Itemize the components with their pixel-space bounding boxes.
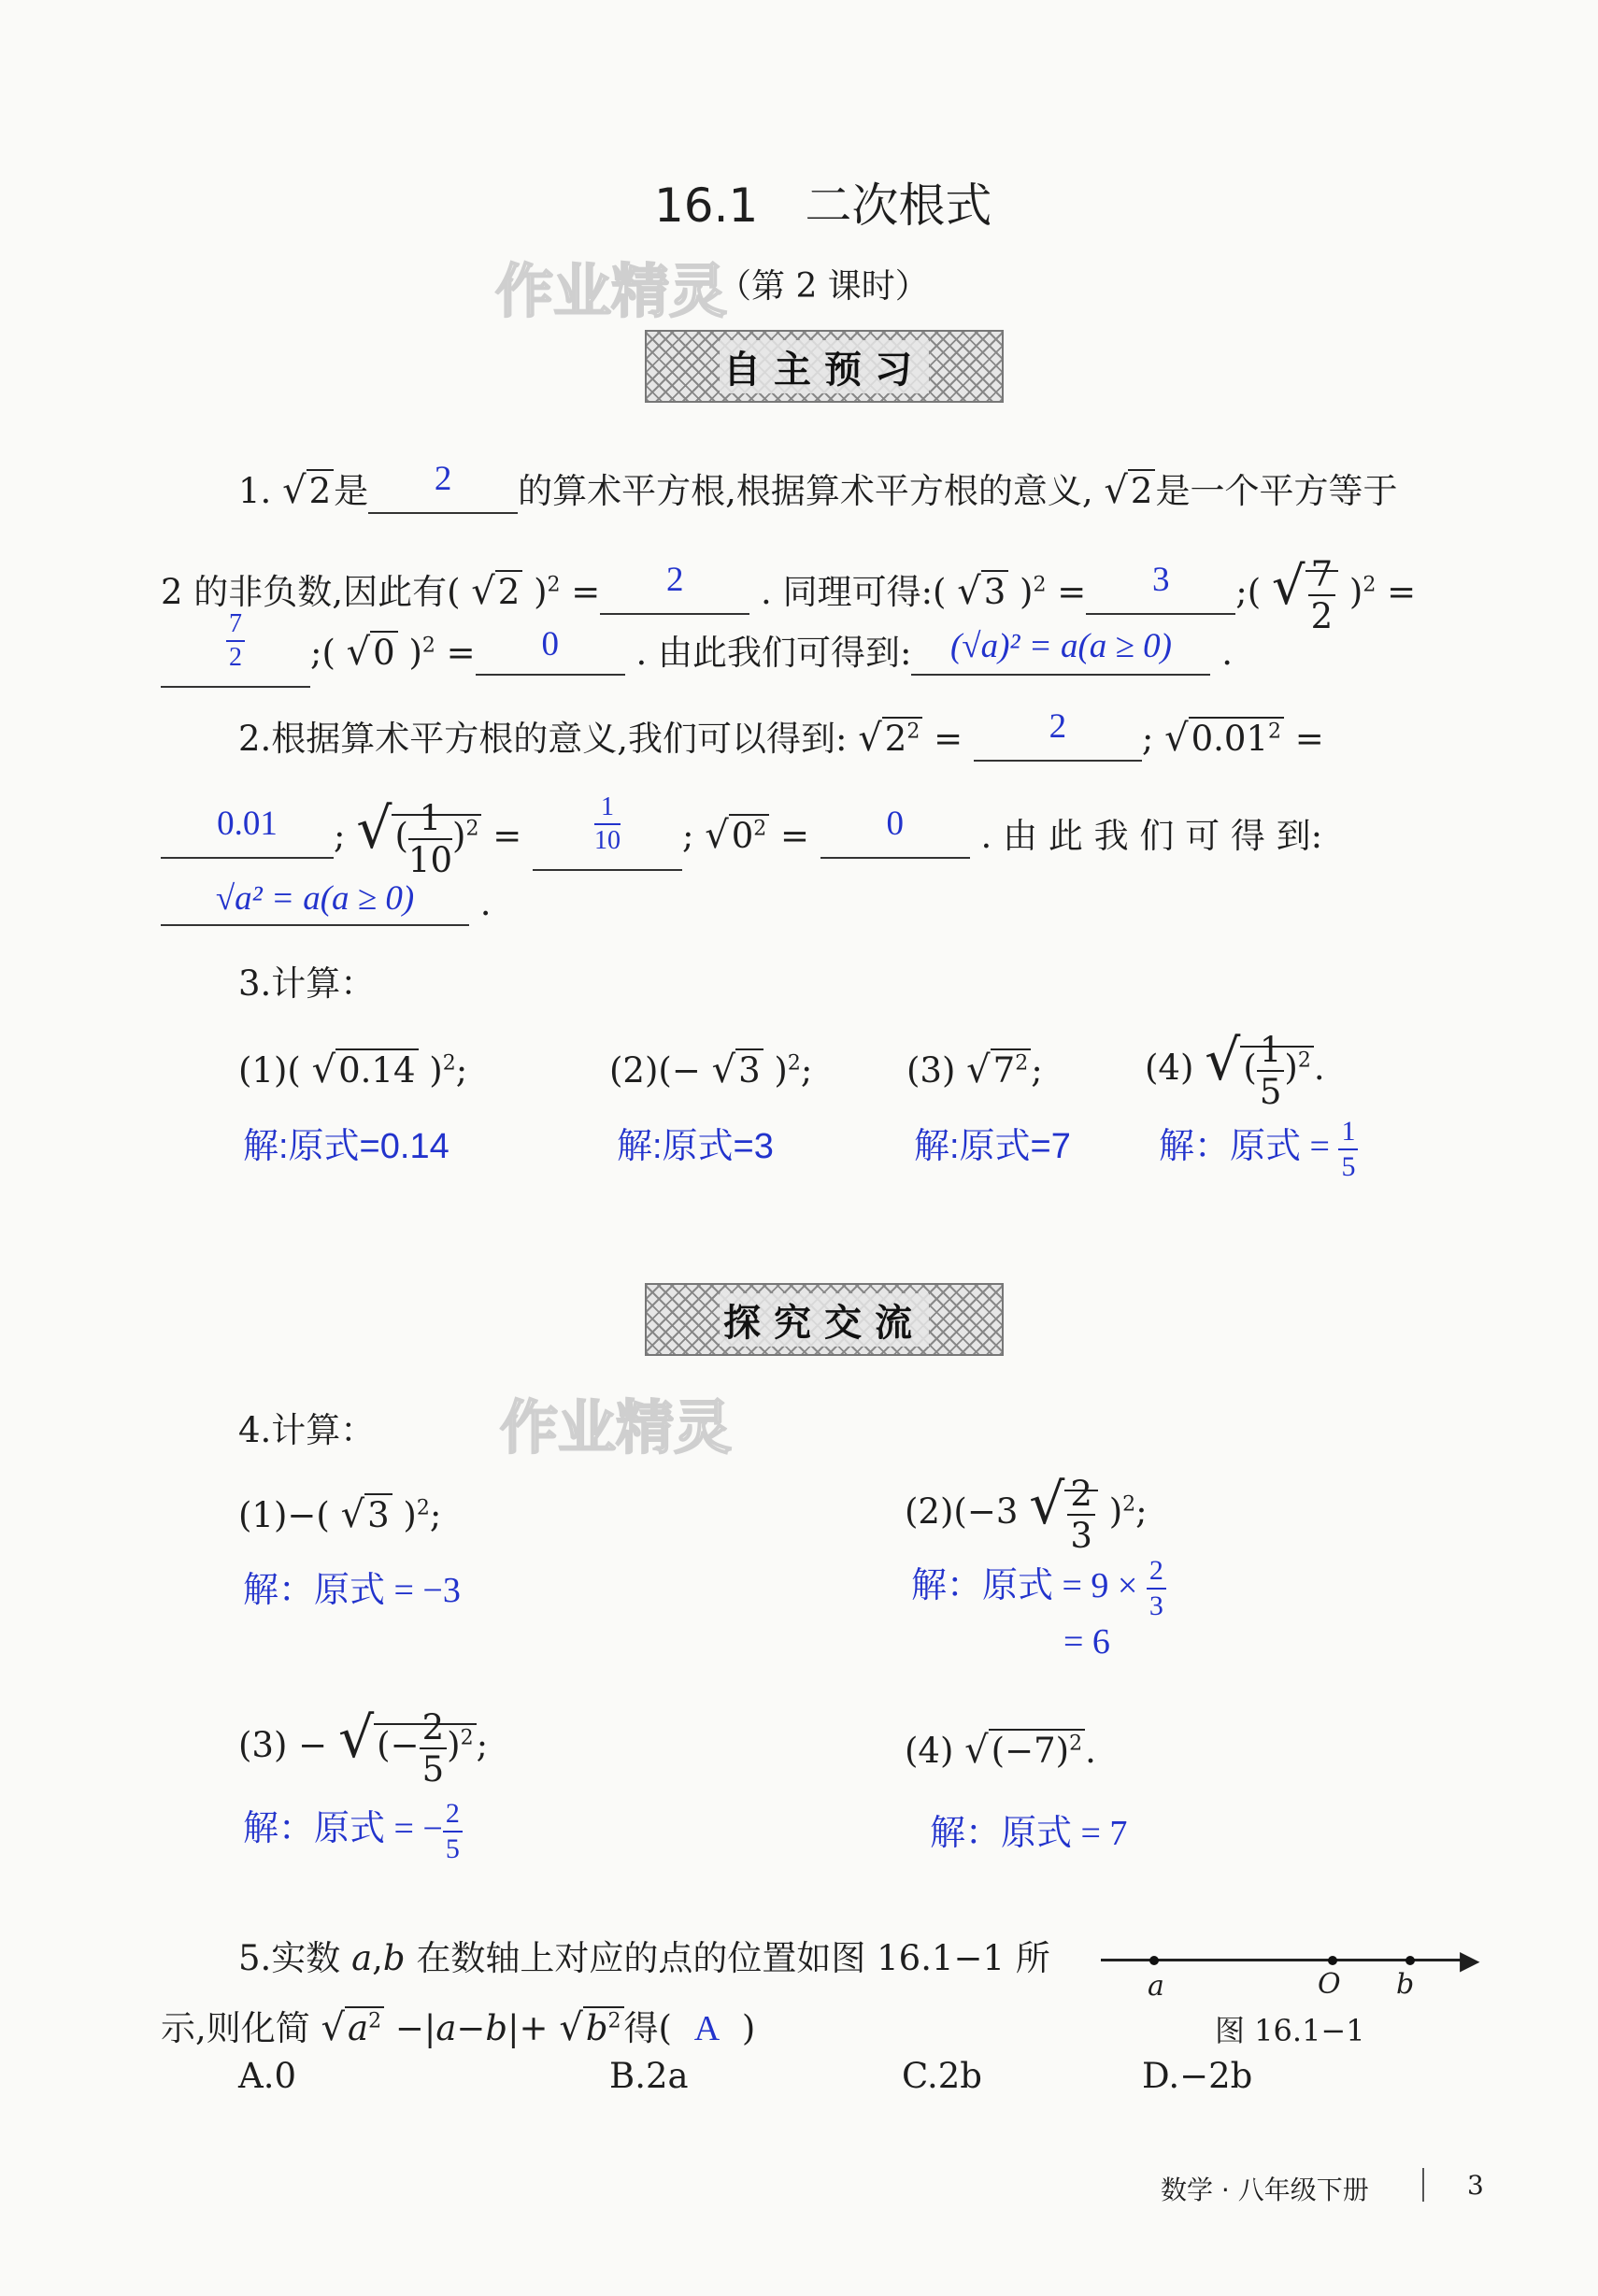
q1-answer-4-num: 7	[226, 611, 245, 642]
q3-answer-4-prefix: 解：原式 =	[1159, 1127, 1330, 1166]
q5-option-a: A.0	[238, 2056, 297, 2096]
q5-answer: A	[693, 2009, 721, 2048]
q5-line2: 示,则化简 $√a^2 -|a-b|+ √b^2$得( A )	[161, 2006, 756, 2049]
q2-line2: 0.01 ; √( $\frac{1}{10}$ )$^2$ = $\frac{1}{10}$ ; $√0^2 = 0$ . 由 此 我 们 可 得 到:	[161, 796, 1322, 877]
q5-option-b: B.2a	[609, 2056, 689, 2096]
watermark-2: 作业精灵	[500, 1393, 733, 1462]
q5-option-c: C.2b	[902, 2056, 982, 2096]
q2-answer-3-num: 1	[594, 794, 621, 825]
q4-item-3: (3) − √(− $\frac{2}{5}$ )$^2$;	[238, 1705, 489, 1790]
q4-item-4: (4) $√(-7)^2$.	[905, 1729, 1096, 1772]
q2-answer-1: 2	[1049, 707, 1067, 746]
watermark: 作业精灵	[495, 257, 728, 325]
point-a	[1149, 1956, 1159, 1965]
q3-item-4: (4) √( $\frac{1}{5}$ )$^2$.	[1145, 1028, 1325, 1112]
point-b	[1405, 1956, 1415, 1965]
q4-answer-2-line2: = 6	[1063, 1622, 1110, 1661]
q1-answer-4-den: 2	[229, 642, 242, 672]
q2-answer-3-den: 10	[593, 825, 621, 855]
footer-divider	[1422, 2168, 1424, 2202]
q3-answer-2: 解:原式=3	[617, 1127, 774, 1166]
q5-option-d: D.−2b	[1142, 2056, 1253, 2096]
q4-item-2: (2)(−3 √ $\frac{2}{3}$ )$^2$;	[905, 1472, 1148, 1556]
point-o	[1328, 1956, 1337, 1965]
q3-item-2: (2)(− √3 )$^2$;	[609, 1048, 813, 1091]
q4-answer-3-prefix: 解：原式 = −	[243, 1809, 443, 1848]
number-line-arrow: ▶	[1460, 1945, 1480, 1975]
q3-answer-1: 解:原式=0.14	[243, 1127, 449, 1166]
q4-item-1: (1)−( √3 )$^2$;	[238, 1493, 442, 1536]
section-banner-preview-label: 自主预习	[720, 340, 929, 393]
page-number: 3	[1467, 2170, 1484, 2201]
q1-line3: $\frac{7}{2}$ ;( √0 )$^2$ = 0 . 由此我们可得到: (√a)² = a(a ≥ 0) .	[161, 624, 1233, 688]
q4-answer-2-num: 2	[1147, 1557, 1166, 1590]
figure-caption: 图 16.1−1	[1215, 2013, 1365, 2048]
q3-label: 3.计算：	[238, 963, 376, 1004]
label-b: b	[1396, 1968, 1415, 2001]
q1-answer-2: 2	[666, 561, 684, 599]
q1-answer-5: 0	[541, 625, 559, 663]
label-a: a	[1148, 1970, 1164, 2003]
q4-answer-3	[243, 1799, 463, 1863]
footer-book: 数学 · 八年级下册	[1161, 2175, 1369, 2205]
section-banner-preview	[645, 330, 1004, 403]
q1-answer-1: 2	[434, 460, 452, 498]
q3-answer-4-num: 1	[1338, 1118, 1358, 1150]
q4-answer-3-num: 2	[443, 1800, 463, 1833]
page-title: 16.1 二次根式	[654, 178, 992, 233]
q4-answer-2-line1: 解：原式 = 9 ×	[911, 1566, 1138, 1605]
q4-answer-2	[911, 1556, 1166, 1620]
q3-answer-4-den: 5	[1341, 1151, 1356, 1183]
q2-line3: √a² = a(a ≥ 0) .	[161, 883, 492, 926]
label-o: O	[1318, 1968, 1341, 2001]
q4-answer-2-den: 3	[1149, 1590, 1163, 1622]
q4-answer-1: 解：原式 = −3	[243, 1571, 461, 1610]
q4-label: 4.计算：	[238, 1410, 376, 1450]
q3-answer-4	[1159, 1117, 1358, 1181]
q1-line1: 1. √2是 2 的算术平方根,根据算术平方根的意义, √2是一个平方等于	[238, 460, 1398, 512]
q2-answer-2: 0.01	[217, 805, 278, 843]
section-banner-explore	[645, 1283, 1004, 1356]
q1-answer-3: 3	[1152, 561, 1170, 599]
q4-answer-3-den: 5	[445, 1833, 460, 1865]
q3-item-1: (1)( √0.14 )$^2$;	[238, 1048, 468, 1091]
q3-item-3: (3) $√7^2$;	[906, 1048, 1043, 1091]
q4-answer-4: 解：原式 = 7	[930, 1814, 1128, 1853]
q1-answer-6: (√a)² = a(a ≥ 0)	[949, 627, 1172, 665]
q2-line1: 2.根据算术平方根的意义,我们可以得到: $√2^2 = 2$ ; $√0.01^2$ =	[238, 707, 1324, 760]
page-subtitle: （第 2 课时）	[718, 267, 929, 306]
q5-line1: 5.实数 a,b 在数轴上对应的点的位置如图 16.1−1 所	[238, 1938, 1050, 1978]
section-banner-explore-label: 探究交流	[720, 1293, 929, 1347]
q1-line2: 2 的非负数,因此有( √2 )$^2$ = 2 . 同理可得:( √3 )$^2$ = 3 ;( √ $\frac{7}{2}$ )$^2$ =	[161, 553, 1417, 636]
q2-answer-5: √a² = a(a ≥ 0)	[215, 879, 415, 918]
q3-answer-3: 解:原式=7	[914, 1127, 1071, 1166]
q2-answer-4: 0	[886, 805, 905, 843]
